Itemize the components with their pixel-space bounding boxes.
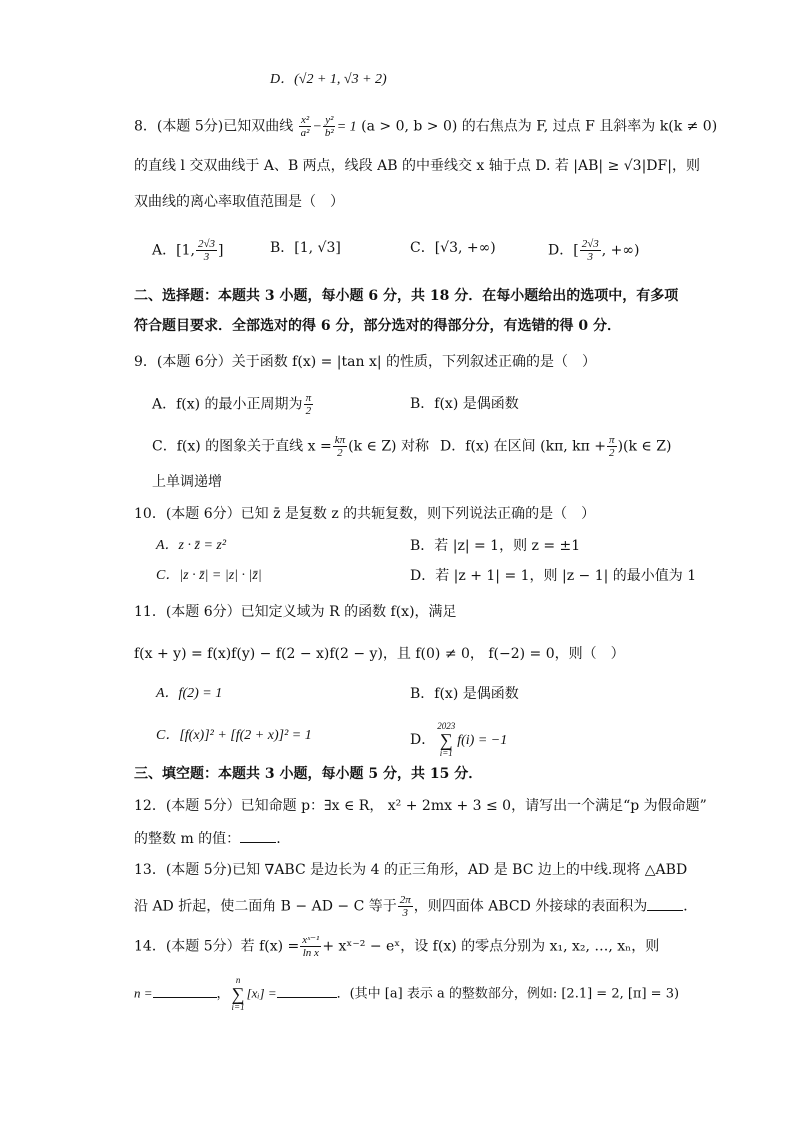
q13-answer-blank[interactable] [647,896,683,911]
q8-option-a[interactable] [152,238,223,263]
q14-line2 [134,976,679,1012]
sum-lower: i=1 [439,748,453,758]
frac-num: π [305,392,312,404]
section3-heading: 三、填空题：本题共 3 小题，每小题 5 分，共 15 分． [134,766,483,782]
q13-period: ． [683,898,698,915]
q11-option-d[interactable] [410,722,507,758]
q12-answer-blank[interactable] [240,828,276,843]
q8-line3: 双曲线的离心率取值范围是（ ） [134,194,344,210]
q14-comma: ， [216,986,230,1002]
frac-den: a² [300,127,310,139]
option-a-prefix: A．f(x) 的最小正周期为 [152,396,303,413]
q9-option-d[interactable] [440,434,671,459]
q14-line1 [134,934,659,959]
frac-den: 2 [337,447,343,459]
q14-n-blank[interactable] [153,983,217,998]
frac-num: kπ [334,434,346,446]
q8-line1: 8．(本题 5分)已知双曲线 $\frac{\text{x²}}{\text{a²}}$ − $\frac{\text{y²}}{\text{b²}}$ = 1 (a > 0, b > 0) 的右焦点为 F, 过点 F 且斜率为 k(k ≠ 0) [134,114,718,139]
frac-num: π [609,434,615,446]
sum-upper: 2023 [437,721,456,731]
q8-option-d[interactable] [548,238,640,263]
q7-option-d[interactable]: D．(√2 + 1, √3 + 2) [270,72,387,87]
q11-option-a[interactable]: A．f(2) = 1 [156,686,223,701]
q9-option-c[interactable] [152,434,429,459]
frac-den: 3 [402,907,408,919]
q11-option-b[interactable]: B．f(x) 是偶函数 [410,686,519,702]
option-a-fraction [196,238,217,263]
q13-line2 [134,894,697,919]
option-d-fraction [580,238,601,263]
hyperbola-x-fraction [299,114,312,139]
q12-period: . [276,831,281,847]
q10-option-c[interactable]: C．|z · z̄| = |z| · |z̄| [156,568,262,583]
q11-option-c[interactable]: C．[f(x)]² + [f(2 + x)]² = 1 [156,728,312,743]
q9-option-d-continued: 上单调递增 [152,474,222,490]
frac-den: b² [324,127,334,139]
q14-suffix: + xˣ⁻² − eˣ，设 f(x) 的零点分别为 x₁, x₂, …, xₙ，则 [322,938,660,955]
option-d-prefix: D．f(x) 在区间 (kπ, kπ + [440,438,607,455]
option-d-prefix: D．[ [548,242,579,259]
option-d-suffix: )(k ∈ Z) [617,438,672,455]
q12-line1: 12．(本题 5分）已知命题 p：∃x ∈ R， x² + 2mx + 3 ≤ 0，请写出一个满足“p 为假命题” [134,798,707,814]
q12-prompt: 的整数 m 的值： [134,831,241,847]
hyperbola-y-fraction [323,114,336,139]
q12-line2 [134,828,281,849]
q13-fraction [398,894,413,919]
q11-equation: f(x + y) = f(x)f(y) − f(2 − x)f(2 − y)，且 f(0) ≠ 0， f(−2) = 0，则（ ） [134,646,625,662]
option-c-suffix: (k ∈ Z) 对称 [348,438,429,455]
frac-num: x² [300,114,310,126]
option-d-suffix: , +∞) [601,242,640,259]
q10-option-d[interactable]: D．若 |z + 1| = 1，则 |z − 1| 的最小值为 1 [410,568,697,584]
q14-sum-blank[interactable] [277,983,337,998]
frac-den: 3 [587,251,593,263]
option-c-prefix: C．f(x) 的图象关于直线 x = [152,438,332,455]
section2-heading-line2: 符合题目要求．全部选对的得 6 分，部分选对的得部分分，有选错的得 0 分． [134,318,621,334]
q8-stem-suffix: (a > 0, b > 0) 的右焦点为 F, 过点 F 且斜率为 k(k ≠ 0) [361,118,718,135]
summation [437,722,455,758]
frac-num: xˣ⁻¹ [302,934,320,946]
q8-option-b[interactable]: B．[1, √3] [270,240,341,256]
sum-lower: i=1 [231,1002,245,1012]
q10-option-b[interactable]: B．若 |z| = 1，则 z = ±1 [410,538,581,554]
option-d-suffix: f(i) = −1 [457,733,508,748]
frac-num: 2√3 [197,238,215,250]
section2-heading-line1: 二、选择题：本题共 3 小题，每小题 6 分，共 18 分．在每小题给出的选项中，有多项 [134,288,679,304]
q9-option-b[interactable]: B．f(x) 是偶函数 [410,396,519,412]
frac-num: 2√3 [581,238,599,250]
frac-den: ln x [302,947,319,959]
frac-den: 3 [203,251,210,263]
q10-stem: 10．(本题 6分）已知 z̄ 是复数 z 的共轭复数，则下列说法正确的是（ ） [134,506,596,522]
q8-option-c[interactable]: C．[√3, +∞) [410,240,496,256]
option-a-fraction [304,392,314,417]
frac-num: y² [325,114,334,126]
q11-stem: 11．(本题 6分）已知定义域为 R 的函数 f(x)，满足 [134,604,457,620]
option-d-fraction [607,434,617,459]
q14-summation [232,976,245,1012]
q14-n-label: n = [134,985,153,1001]
q14-prefix: 14．(本题 5分）若 f(x) = [134,938,300,955]
option-a-suffix: ] [217,242,224,259]
sum-symbol: ∑ [231,984,245,1004]
q8-line2: 的直线 l 交双曲线于 A、B 两点，线段 AB 的中垂线交 x 轴于点 D. 若 |AB| ≥ √3|DF|，则 [134,158,700,174]
frac-den: 2 [609,447,615,459]
option-d-prefix: D． [410,732,436,748]
q9-stem: 9．(本题 6分）关于函数 f(x) = |tan x| 的性质，下列叙述正确的是（ ） [134,354,597,370]
q10-option-a[interactable]: A．z · z̄ = z² [156,538,227,553]
frac-den: 2 [305,405,312,417]
sum-symbol: ∑ [439,730,453,750]
frac-num: 2π [399,894,411,906]
option-a-prefix: A．[1, [152,242,195,259]
q8-stem-prefix: 8．(本题 5分)已知双曲线 [134,118,294,135]
sum-upper: n [235,975,241,985]
q14-fraction [300,934,321,959]
option-c-fraction [333,434,347,459]
q13-suffix: ，则四面体 ABCD 外接球的表面积为 [413,898,648,915]
q9-option-a[interactable] [152,392,314,417]
q13-prefix: 沿 AD 折起，使二面角 B − AD − C 等于 [134,898,397,915]
q13-line1: 13．(本题 5分)已知 ∇ABC 是边长为 4 的正三角形，AD 是 BC 边上的中线.现将 △ABD [134,862,688,878]
q14-note: ．(其中 [a] 表示 a 的整数部分，例如: [2.1] = 2, [π] = 3) [336,986,680,1002]
q14-sum-term: [xᵢ] = [246,985,277,1001]
